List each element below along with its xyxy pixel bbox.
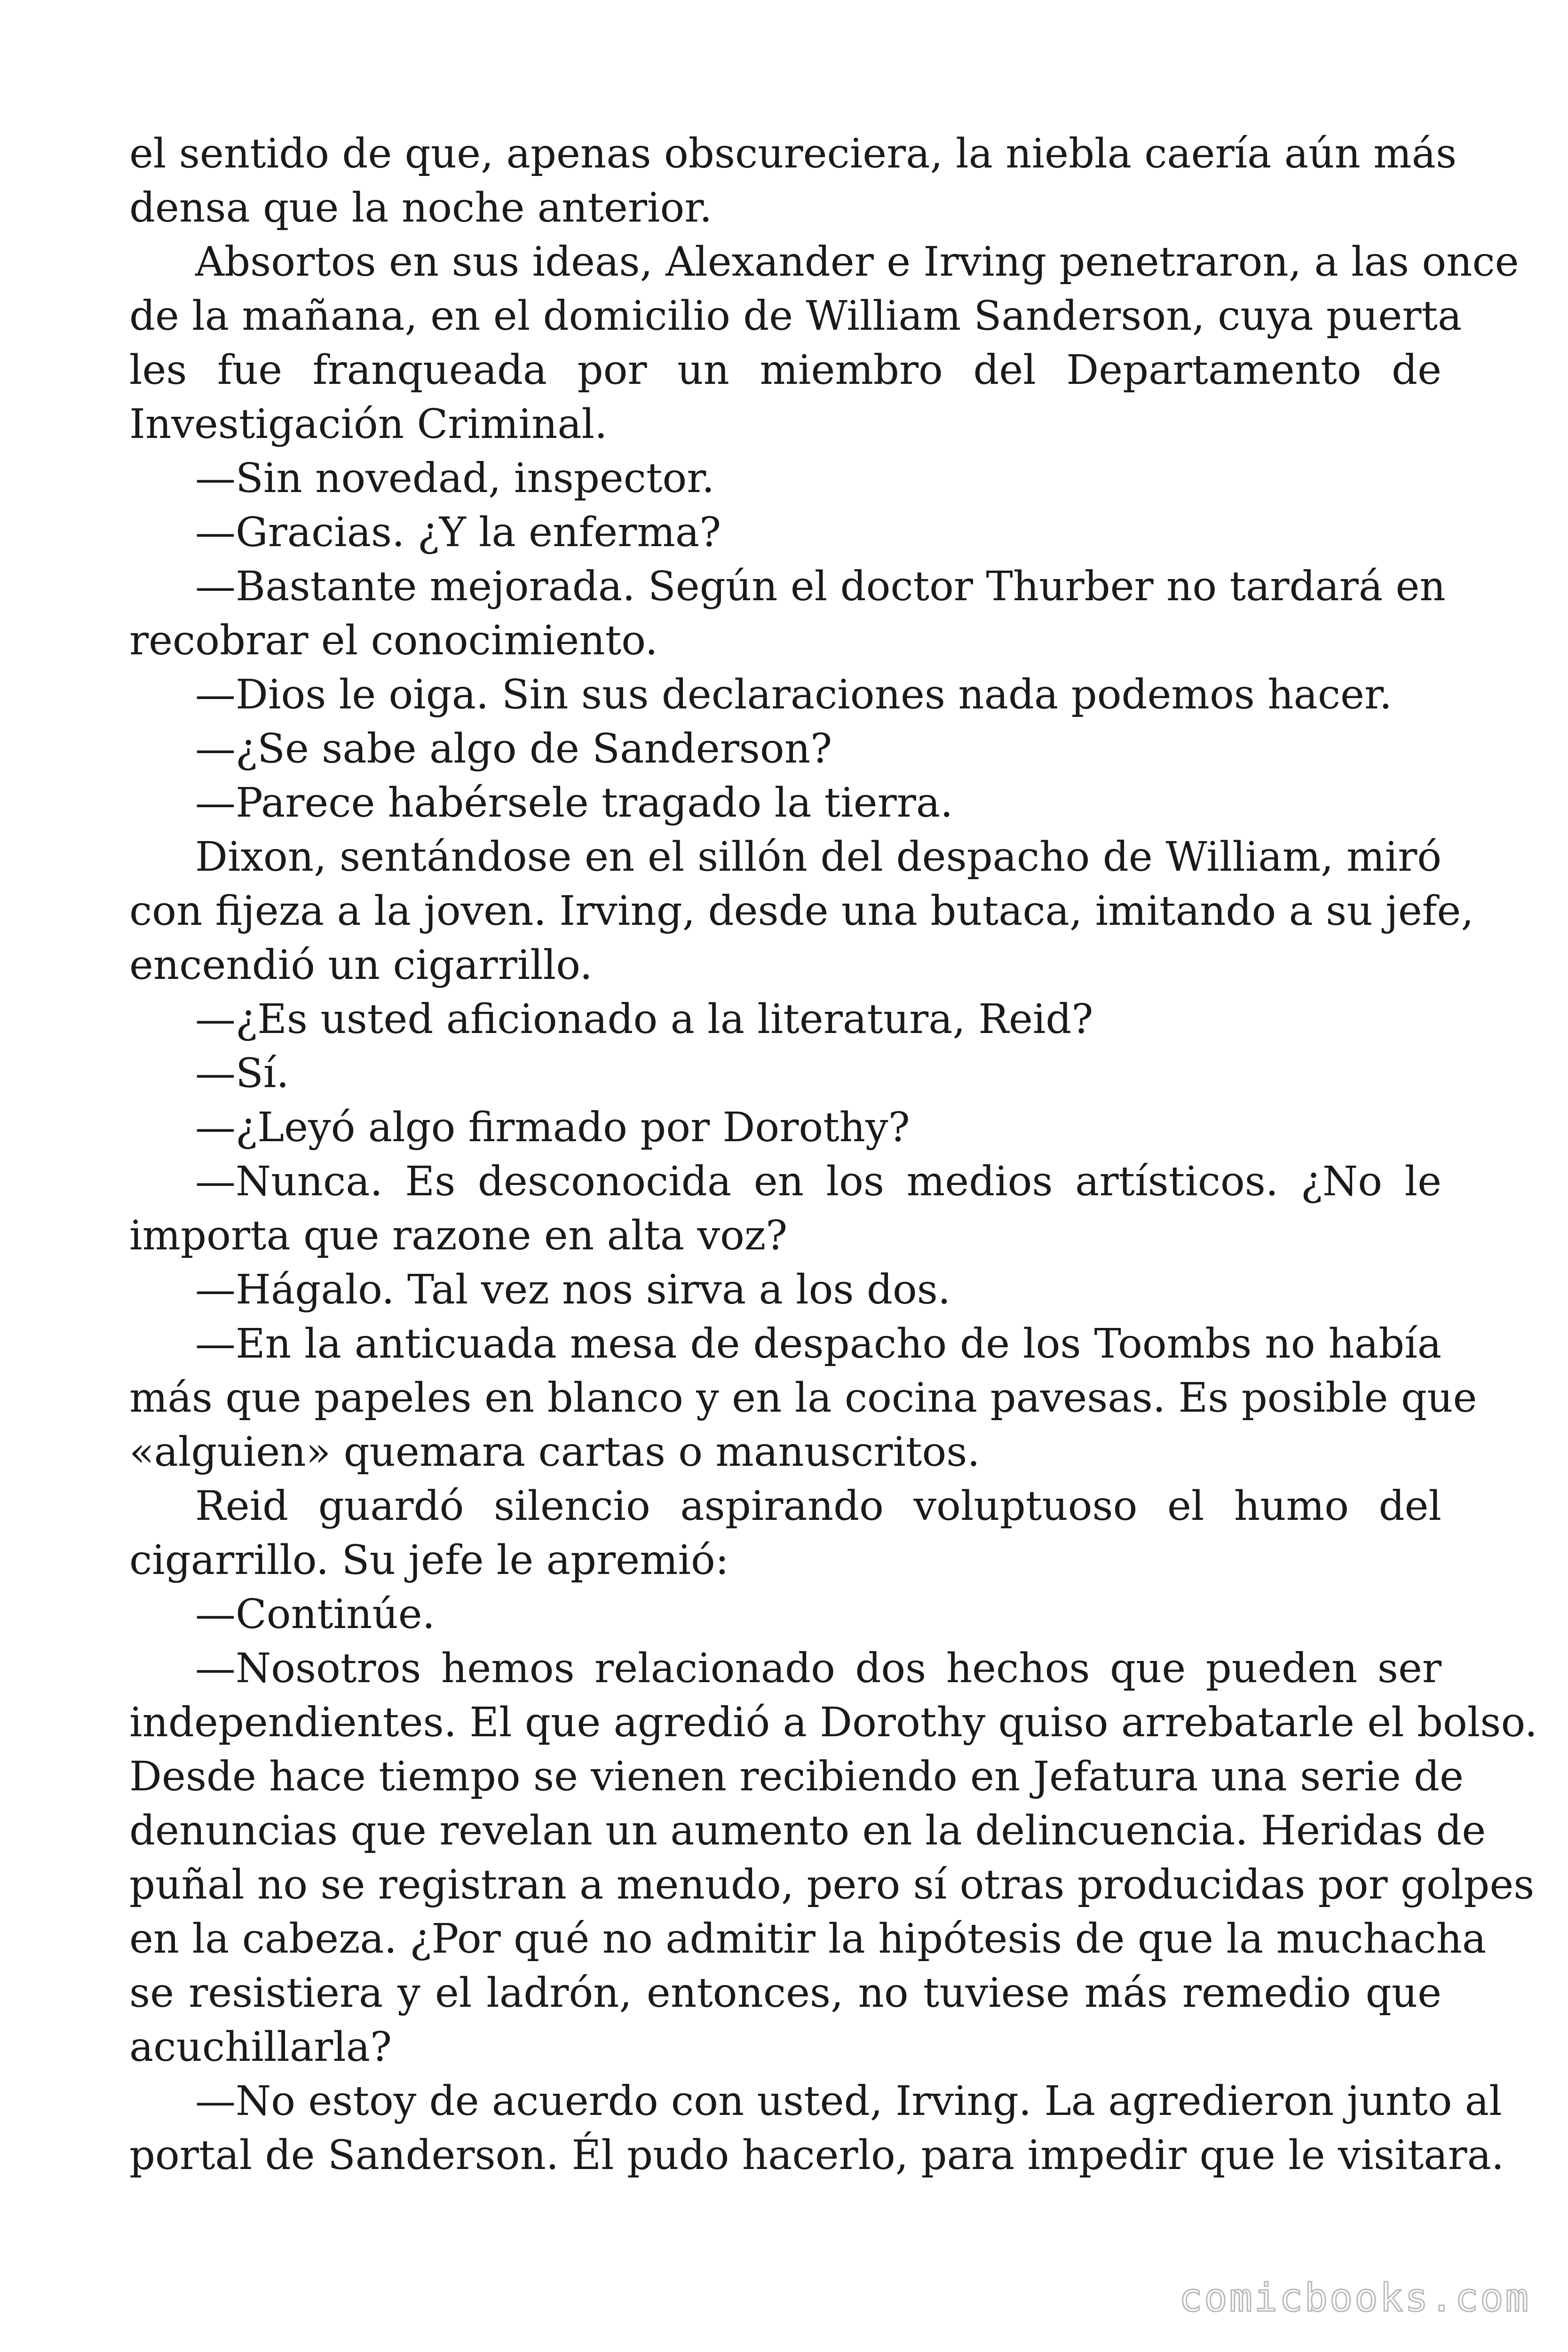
text-line: Dixon, sentándose en el sillón del despacho de William, miró [195,834,1441,881]
text-line: importa que razone en alta voz? [129,1212,788,1259]
text-line: —Nunca. Es desconocida en los medios artísticos. ¿No le [195,1158,1441,1205]
text-line: se resistiera y el ladrón, entonces, no tuviese más remedio que [129,1970,1441,2017]
text-line: acuchillarla? [129,2024,392,2071]
text-line: independientes. El que agredió a Dorothy quiso arrebatarle el bolso. [129,1699,1538,1746]
text-line: —Parece habérsele tragado la tierra. [195,779,953,826]
text-line: —Gracias. ¿Y la enferma? [195,509,721,556]
text-line: puñal no se registran a menudo, pero sí otras producidas por golpes [129,1861,1535,1908]
watermark: comicbooks.com [1179,2276,1530,2320]
text-line: densa que la noche anterior. [129,184,713,231]
page-body-text [129,127,1538,2183]
text-line: recobrar el conocimiento. [129,617,658,664]
text-line: encendió un cigarrillo. [129,942,593,989]
text-line: —Nosotros hemos relacionado dos hechos que pueden ser [195,1645,1441,1692]
text-line: —Bastante mejorada. Según el doctor Thurber no tardará en [195,563,1446,610]
text-line: de la mañana, en el domicilio de William Sanderson, cuya puerta [129,293,1462,340]
text-line: Investigación Criminal. [129,401,608,448]
text-line: Reid guardó silencio aspirando voluptuoso el humo del [195,1483,1441,1530]
text-line: con fijeza a la joven. Irving, desde una butaca, imitando a su jefe, [129,888,1474,935]
text-line: —Dios le oiga. Sin sus declaraciones nada podemos hacer. [195,671,1392,718]
text-line: —Continúe. [195,1591,436,1638]
text-line: —Sin novedad, inspector. [195,455,715,502]
text-line: denuncias que revelan un aumento en la delincuencia. Heridas de [129,1807,1486,1854]
text-line: —¿Se sabe algo de Sanderson? [195,725,832,772]
text-line: —¿Leyó algo firmado por Dorothy? [195,1104,910,1151]
text-line: en la cabeza. ¿Por qué no admitir la hipótesis de que la muchacha [129,1915,1487,1963]
text-line: —No estoy de acuerdo con usted, Irving. La agredieron junto al [195,2078,1502,2125]
text-line: más que papeles en blanco y en la cocina pavesas. Es posible que [129,1375,1477,1422]
text-line: Absortos en sus ideas, Alexander e Irving penetraron, a las once [195,238,1519,286]
text-line: el sentido de que, apenas obscureciera, la niebla caería aún más [129,130,1457,177]
text-line: portal de Sanderson. Él pudo hacerlo, para impedir que le visitara. [129,2132,1505,2179]
text-line: —¿Es usted aficionado a la literatura, Reid? [195,996,1093,1043]
text-line: Desde hace tiempo se vienen recibiendo en Jefatura una serie de [129,1753,1464,1800]
text-line: cigarrillo. Su jefe le apremió: [129,1537,729,1584]
text-line: —Hágalo. Tal vez nos sirva a los dos. [195,1266,951,1313]
text-line: les fue franqueada por un miembro del Departamento de [129,347,1441,394]
text-line: —En la anticuada mesa de despacho de los Toombs no había [195,1320,1441,1367]
text-line: —Sí. [195,1050,289,1097]
text-line: «alguien» quemara cartas o manuscritos. [129,1429,980,1476]
